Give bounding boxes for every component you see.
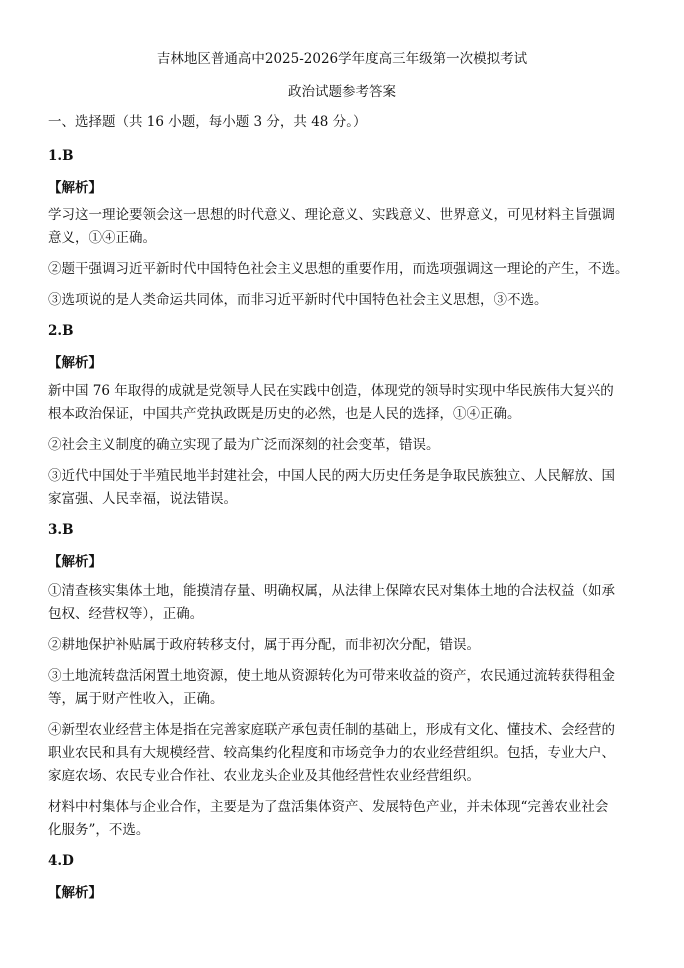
analysis-line: 学习这一理论要领会这一思想的时代意义、理论意义、实践意义、世界意义，可见材料主旨强调 (48, 207, 615, 223)
document-title: 吉林地区普通高中2025-2026学年度高三年级第一次模拟考试 (156, 51, 528, 67)
document-subtitle: 政治试题参考答案 (288, 84, 396, 100)
analysis-line: 材料中村集体与企业合作，主要是为了盘活集体资产、发展特色产业，并未体现“完善农业社会 (48, 799, 609, 815)
question-number: 2.B (48, 323, 74, 339)
analysis-label: 【解析】 (48, 180, 102, 196)
question-number: 1.B (48, 148, 74, 164)
analysis-line: ②题干强调习近平新时代中国特色社会主义思想的重要作用，而选项强调这一理论的产生，不选。 (48, 261, 629, 277)
analysis-label: 【解析】 (48, 885, 102, 901)
section-heading: 一、选择题（共 16 小题，每小题 3 分，共 48 分。） (48, 114, 367, 130)
analysis-line: 意义，①④正确。 (48, 230, 156, 246)
analysis-line: 新中国 76 年取得的成就是党领导人民在实践中创造，体现党的领导时实现中华民族伟大复兴的 (48, 383, 614, 399)
analysis-line: ③选项说的是人类命运共同体，而非习近平新时代中国特色社会主义思想，③不选。 (48, 292, 548, 308)
analysis-line: 家庭农场、农民专业合作社、农业龙头企业及其他经营性农业经营组织。 (48, 768, 480, 784)
analysis-line: ③近代中国处于半殖民地半封建社会，中国人民的两大历史任务是争取民族独立、人民解放、国 (48, 468, 615, 484)
analysis-line: 化服务”，不选。 (48, 822, 150, 838)
analysis-line: ②耕地保护补贴属于政府转移支付，属于再分配，而非初次分配，错误。 (48, 637, 480, 653)
analysis-line: 包权、经营权等），正确。 (48, 606, 204, 622)
question-number: 4.D (48, 853, 74, 869)
analysis-line: 等，属于财产性收入，正确。 (48, 691, 224, 707)
question-number: 3.B (48, 522, 74, 538)
analysis-line: 家富强、人民幸福，说法错误。 (48, 491, 237, 507)
analysis-label: 【解析】 (48, 355, 102, 371)
analysis-line: 职业农民和具有大规模经营、较高集约化程度和市场竞争力的农业经营组织。包括，专业大户、 (48, 745, 615, 761)
analysis-line: 根本政治保证，中国共产党执政既是历史的必然，也是人民的选择，①④正确。 (48, 406, 521, 422)
analysis-label: 【解析】 (48, 554, 102, 570)
analysis-line: ③土地流转盘活闲置土地资源，使土地从资源转化为可带来收益的资产，农民通过流转获得租金 (48, 668, 615, 684)
analysis-line: ④新型农业经营主体是指在完善家庭联产承包责任制的基础上，形成有文化、懂技术、会经营的 (48, 722, 615, 738)
analysis-line: ①清查核实集体土地，能摸清存量、明确权属，从法律上保障农民对集体土地的合法权益（如承 (48, 583, 615, 599)
analysis-line: ②社会主义制度的确立实现了最为广泛而深刻的社会变革，错误。 (48, 437, 440, 453)
